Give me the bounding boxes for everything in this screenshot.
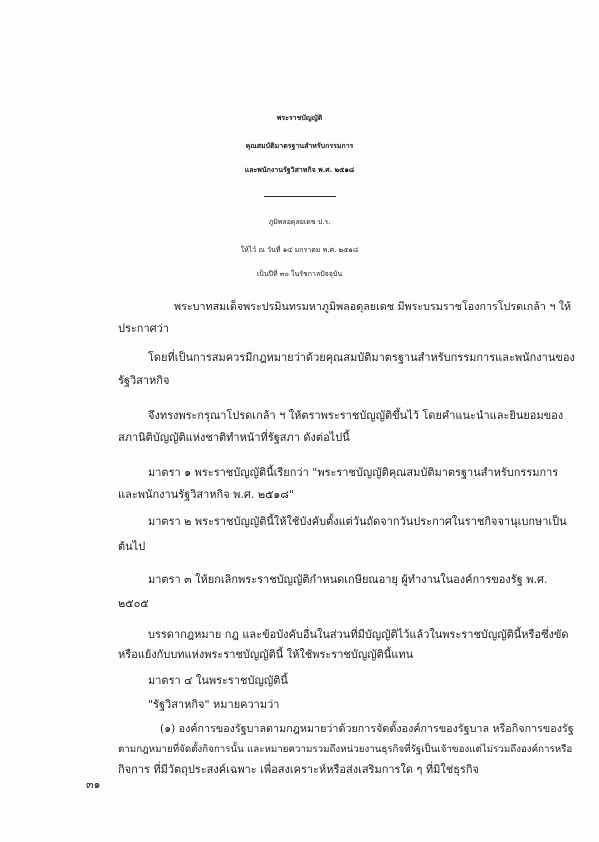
body-line: สภานิติบัญญัติแห่งชาติทำหน้าที่รัฐสภา ดังต่อไปนี้ — [118, 431, 350, 444]
section-divider — [264, 196, 336, 197]
document-title: พระราชบัญญัติ — [276, 113, 323, 122]
body-line: รัฐวิสาหกิจ — [118, 374, 170, 387]
section-3-line: มาตรา ๓ ให้ยกเลิกพระราชบัญญัติกำหนดเกษียณอายุ ผู้ทำงานในองค์การของรัฐ พ.ศ. — [148, 573, 548, 586]
body-line: บรรดากฎหมาย กฎ และข้อบังคับอื่นในส่วนที่มีบัญญัติไว้แล้วในพระราชบัญญัตินี้หรือซึ่งขัด — [148, 628, 569, 641]
body-line: โดยที่เป็นการสมควรมีกฎหมายว่าด้วยคุณสมบัติมาตรฐานสำหรับกรรมการและพนักงานของ — [148, 351, 575, 364]
page-number: ๓๑ — [86, 778, 101, 791]
document-subtitle-line1: คุณสมบัติมาตรฐานสำหรับกรรมการ — [245, 141, 354, 150]
definition-line: ตามกฎหมายที่จัดตั้งกิจการนั้น และหมายความรวมถึงหน่วยงานธุรกิจที่รัฐเป็นเจ้าของแต่ไม่รวมถึงองค์การหรือ — [118, 744, 573, 755]
body-line: จึงทรงพระกรุณาโปรดเกล้า ฯ ให้ตราพระราชบัญญัติขึ้นไว้ โดยคำแนะนำและยินยอมของ — [148, 409, 564, 422]
section-1-line: และพนักงานรัฐวิสาหกิจ พ.ศ. ๒๕๑๘" — [118, 488, 294, 501]
definition-line: กิจการ ที่มีวัตถุประสงค์เฉพาะ เพื่อสงเคราะห์หรือส่งเสริมการใด ๆ ที่มิใช่ธุรกิจ — [118, 763, 479, 776]
body-line: หรือแย้งกับบทแห่งพระราชบัญญัตินี้ ให้ใช้พระราชบัญญัตินี้แทน — [118, 648, 414, 661]
definition-line: (๑) องค์การของรัฐบาลตามกฎหมายว่าด้วยการจัดตั้งองค์การของรัฐบาล หรือกิจการของรัฐ — [160, 722, 574, 735]
definition-term: "รัฐวิสาหกิจ" หมายความว่า — [148, 698, 280, 711]
body-line: ประกาศว่า — [118, 322, 169, 335]
given-date: ให้ไว้ ณ วันที่ ๑๔ มกราคม พ.ศ. ๒๕๑๘ — [240, 246, 359, 254]
section-3-line: ๒๕๐๕ — [118, 597, 149, 610]
section-4-line: มาตรา ๔ ในพระราชบัญญัตินี้ — [148, 674, 288, 687]
document-subtitle-line2: และพนักงานรัฐวิสาหกิจ พ.ศ. ๒๕๑๘ — [244, 165, 355, 174]
section-2-line: ต้นไป — [118, 540, 146, 553]
king-name: ภูมิพลอดุลยเดช ป.ร. — [268, 218, 331, 226]
section-1-line: มาตรา ๑ พระราชบัญญัตินี้เรียกว่า "พระราชบัญญัติคุณสมบัติมาตรฐานสำหรับกรรมการ — [148, 466, 559, 479]
body-line: พระบาทสมเด็จพระปรมินทรมหาภูมิพลอดุลยเดช มีพระบรมราชโองการโปรดเกล้า ฯ ให้ — [174, 300, 572, 313]
section-2-line: มาตรา ๒ พระราชบัญญัตินี้ให้ใช้บังคับตั้งแต่วันถัดจากวันประกาศในราชกิจจานุเบกษาเป็น — [148, 515, 567, 528]
reign-year: เป็นปีที่ ๓๐ ในรัชกาลปัจจุบัน — [256, 270, 343, 278]
